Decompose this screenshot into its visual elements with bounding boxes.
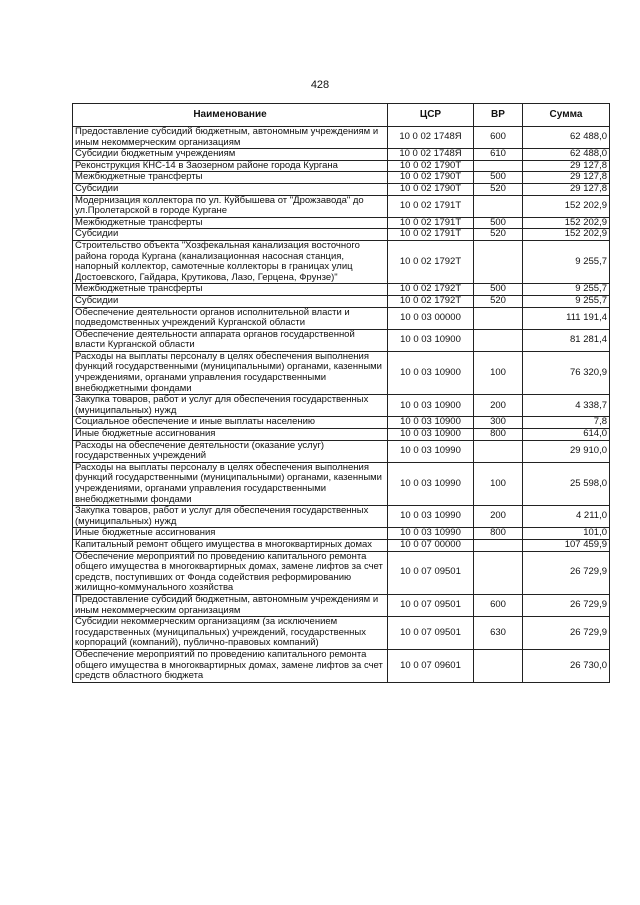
row-name-cell: Субсидии (73, 183, 388, 195)
row-vr-cell: 520 (474, 183, 523, 195)
table-row (73, 417, 610, 429)
row-sum-cell: 26 729,9 (523, 617, 610, 650)
row-vr-cell: 500 (474, 284, 523, 296)
row-csr-cell: 10 0 07 09501 (388, 551, 474, 594)
row-csr-cell: 10 0 02 1748Я (388, 149, 474, 161)
row-sum-cell: 111 191,4 (523, 307, 610, 329)
table-row (73, 351, 610, 394)
row-vr-cell: 800 (474, 528, 523, 540)
row-vr-cell: 100 (474, 351, 523, 394)
row-sum-cell: 152 202,9 (523, 195, 610, 217)
row-vr-cell: 520 (474, 229, 523, 241)
table-row (73, 217, 610, 229)
row-sum-cell: 614,0 (523, 429, 610, 441)
row-vr-cell: 100 (474, 462, 523, 505)
row-sum-cell: 4 338,7 (523, 395, 610, 417)
row-name-cell: Обеспечение деятельности органов исполнительной власти и подведомственных учреждений Курганской области (73, 307, 388, 329)
table-row (73, 127, 610, 149)
row-vr-cell: 800 (474, 429, 523, 441)
row-csr-cell: 10 0 07 00000 (388, 539, 474, 551)
row-name-cell: Предоставление субсидий бюджетным, автономным учреждениям и иным некоммерческим организациям (73, 594, 388, 616)
row-sum-cell: 26 729,9 (523, 551, 610, 594)
row-sum-cell: 101,0 (523, 528, 610, 540)
row-name-cell: Обеспечение мероприятий по проведению капитального ремонта общего имущества в многоквартирных домах, замене лифтов за счет средств, поступивших от Фонда содействия реформированию жилищно-коммунального хозяйства (73, 551, 388, 594)
row-vr-cell: 200 (474, 395, 523, 417)
table-row (73, 172, 610, 184)
row-sum-cell: 9 255,7 (523, 240, 610, 283)
row-name-cell: Предоставление субсидий бюджетным, автономным учреждениям и иным некоммерческим организациям (73, 127, 388, 149)
row-sum-cell: 7,8 (523, 417, 610, 429)
row-vr-cell (474, 649, 523, 682)
table-row (73, 240, 610, 283)
row-vr-cell (474, 440, 523, 462)
row-csr-cell: 10 0 02 1790Т (388, 172, 474, 184)
row-name-cell: Модернизация коллектора по ул. Куйбышева от "Дрожзавода" до ул.Пролетарской в городе Кургане (73, 195, 388, 217)
row-vr-cell (474, 160, 523, 172)
row-vr-cell: 500 (474, 217, 523, 229)
row-name-cell: Иные бюджетные ассигнования (73, 528, 388, 540)
table-row (73, 462, 610, 505)
row-csr-cell: 10 0 03 10900 (388, 351, 474, 394)
table-row (73, 440, 610, 462)
row-vr-cell: 520 (474, 295, 523, 307)
row-vr-cell (474, 195, 523, 217)
row-name-cell: Обеспечение мероприятий по проведению капитального ремонта общего имущества в многоквартирных домах, замене лифтов за счет средств областного бюджета (73, 649, 388, 682)
table-body (73, 127, 610, 683)
header-sum: Сумма (523, 104, 610, 127)
row-vr-cell (474, 539, 523, 551)
row-csr-cell: 10 0 07 09601 (388, 649, 474, 682)
row-csr-cell: 10 0 03 10990 (388, 506, 474, 528)
row-sum-cell: 4 211,0 (523, 506, 610, 528)
row-name-cell: Субсидии (73, 229, 388, 241)
row-name-cell: Межбюджетные трансферты (73, 172, 388, 184)
row-sum-cell: 76 320,9 (523, 351, 610, 394)
table-row (73, 551, 610, 594)
row-vr-cell (474, 307, 523, 329)
row-sum-cell: 62 488,0 (523, 127, 610, 149)
row-name-cell: Обеспечение деятельности аппарата органов государственной власти Курганской области (73, 329, 388, 351)
budget-table (72, 103, 610, 683)
row-name-cell: Субсидии (73, 295, 388, 307)
row-csr-cell: 10 0 03 10900 (388, 429, 474, 441)
row-sum-cell: 25 598,0 (523, 462, 610, 505)
row-sum-cell: 26 729,9 (523, 594, 610, 616)
table-row (73, 429, 610, 441)
row-csr-cell: 10 0 02 1791Т (388, 195, 474, 217)
header-name: Наименование (73, 104, 388, 127)
row-csr-cell: 10 0 03 10900 (388, 395, 474, 417)
table-row (73, 649, 610, 682)
row-sum-cell: 62 488,0 (523, 149, 610, 161)
row-vr-cell: 500 (474, 172, 523, 184)
row-vr-cell (474, 551, 523, 594)
table-row (73, 229, 610, 241)
row-vr-cell: 630 (474, 617, 523, 650)
row-name-cell: Иные бюджетные ассигнования (73, 429, 388, 441)
table-row (73, 506, 610, 528)
row-sum-cell: 29 910,0 (523, 440, 610, 462)
table-row (73, 594, 610, 616)
row-name-cell: Реконструкция КНС-14 в Заозерном районе города Кургана (73, 160, 388, 172)
row-vr-cell: 300 (474, 417, 523, 429)
row-csr-cell: 10 0 03 00000 (388, 307, 474, 329)
row-sum-cell: 81 281,4 (523, 329, 610, 351)
row-sum-cell: 152 202,9 (523, 217, 610, 229)
row-csr-cell: 10 0 02 1792Т (388, 295, 474, 307)
row-csr-cell: 10 0 07 09501 (388, 594, 474, 616)
row-name-cell: Субсидии бюджетным учреждениям (73, 149, 388, 161)
row-csr-cell: 10 0 02 1792Т (388, 284, 474, 296)
row-sum-cell: 9 255,7 (523, 284, 610, 296)
row-vr-cell: 610 (474, 149, 523, 161)
row-name-cell: Межбюджетные трансферты (73, 284, 388, 296)
row-csr-cell: 10 0 02 1792Т (388, 240, 474, 283)
row-name-cell: Межбюджетные трансферты (73, 217, 388, 229)
header-csr: ЦСР (388, 104, 474, 127)
table-row (73, 295, 610, 307)
row-vr-cell: 600 (474, 594, 523, 616)
table-row (73, 528, 610, 540)
row-name-cell: Закупка товаров, работ и услуг для обеспечения государственных (муниципальных) нужд (73, 506, 388, 528)
row-sum-cell: 29 127,8 (523, 160, 610, 172)
row-name-cell: Капитальный ремонт общего имущества в многоквартирных домах (73, 539, 388, 551)
row-sum-cell: 29 127,8 (523, 183, 610, 195)
table-row (73, 149, 610, 161)
row-csr-cell: 10 0 02 1790Т (388, 160, 474, 172)
row-csr-cell: 10 0 03 10990 (388, 440, 474, 462)
row-csr-cell: 10 0 03 10990 (388, 462, 474, 505)
row-csr-cell: 10 0 03 10990 (388, 528, 474, 540)
row-sum-cell: 9 255,7 (523, 295, 610, 307)
row-csr-cell: 10 0 02 1748Я (388, 127, 474, 149)
table-row (73, 183, 610, 195)
row-csr-cell: 10 0 07 09501 (388, 617, 474, 650)
row-name-cell: Расходы на выплаты персоналу в целях обеспечения выполнения функций государственными (муниципальными) органами, казенными учреждениями, органами управления государственными внебюджетными фондами (73, 351, 388, 394)
table-header-row (73, 104, 610, 127)
row-vr-cell (474, 240, 523, 283)
row-sum-cell: 107 459,9 (523, 539, 610, 551)
row-vr-cell (474, 329, 523, 351)
row-csr-cell: 10 0 02 1790Т (388, 183, 474, 195)
table-row (73, 395, 610, 417)
row-csr-cell: 10 0 02 1791Т (388, 217, 474, 229)
table-row (73, 539, 610, 551)
row-name-cell: Расходы на выплаты персоналу в целях обеспечения выполнения функций государственными (муниципальными) органами, казенными учреждениями, органами управления государственными внебюджетными фондами (73, 462, 388, 505)
table-row (73, 329, 610, 351)
row-csr-cell: 10 0 03 10900 (388, 329, 474, 351)
table-row (73, 195, 610, 217)
row-name-cell: Закупка товаров, работ и услуг для обеспечения государственных (муниципальных) нужд (73, 395, 388, 417)
row-sum-cell: 29 127,8 (523, 172, 610, 184)
row-csr-cell: 10 0 02 1791Т (388, 229, 474, 241)
row-sum-cell: 152 202,9 (523, 229, 610, 241)
row-name-cell: Социальное обеспечение и иные выплаты населению (73, 417, 388, 429)
row-vr-cell: 600 (474, 127, 523, 149)
table-row (73, 284, 610, 296)
page-number: 428 (310, 79, 330, 91)
table-row (73, 617, 610, 650)
row-name-cell: Субсидии некоммерческим организациям (за исключением государственных (муниципальных) учреждений, государственных корпораций (компаний), публично-правовых компаний) (73, 617, 388, 650)
row-csr-cell: 10 0 03 10900 (388, 417, 474, 429)
table-row (73, 307, 610, 329)
header-vr: ВР (474, 104, 523, 127)
row-name-cell: Строительство объекта "Хозфекальная канализация восточного района города Кургана (канализационная насосная станция, напорный коллектор, самотечные коллекторы в границах улиц Достоевского, Гайдара, Крутикова, Лазо, Герцена, Фрунзе)" (73, 240, 388, 283)
row-vr-cell: 200 (474, 506, 523, 528)
row-sum-cell: 26 730,0 (523, 649, 610, 682)
row-name-cell: Расходы на обеспечение деятельности (оказание услуг) государственных учреждений (73, 440, 388, 462)
table-row (73, 160, 610, 172)
